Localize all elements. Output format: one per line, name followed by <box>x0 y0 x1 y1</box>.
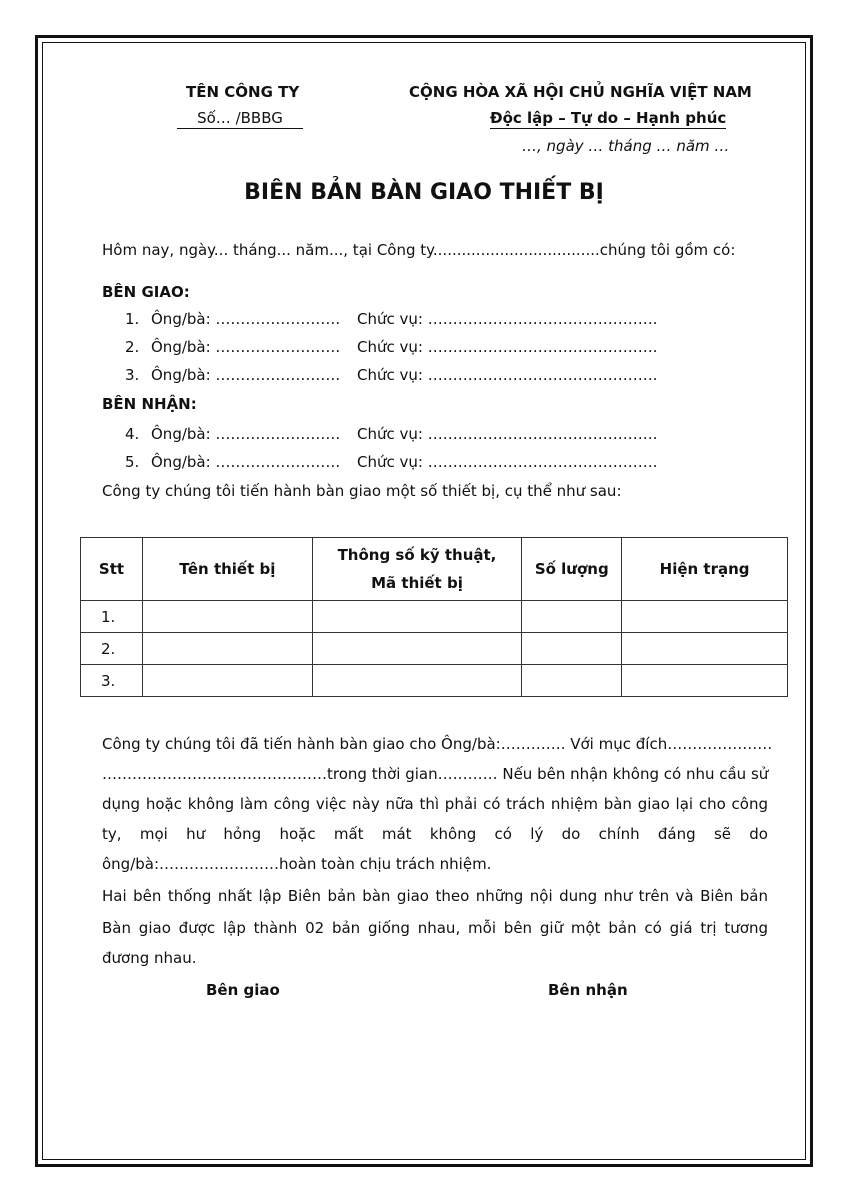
ben-giao-label: BÊN GIAO: <box>102 283 190 301</box>
cell-condition <box>622 633 788 665</box>
table-header-row <box>81 538 788 601</box>
body-line-1: Công ty chúng tôi đã tiến hành bàn giao cho Ông/bà:…………. Với mục đích………………… <box>102 735 773 753</box>
cell-specs <box>312 633 522 665</box>
header-specs <box>312 538 522 601</box>
cell-device-name <box>142 601 312 633</box>
table-row <box>81 633 788 665</box>
header-stt: Stt <box>81 538 143 601</box>
signature-giver-label: Bên giao <box>206 981 280 999</box>
header-device-name: Tên thiết bị <box>142 538 312 601</box>
signature-receiver-label: Bên nhận <box>548 981 628 999</box>
ben-nhan-label: BÊN NHẬN: <box>102 395 197 413</box>
table-row <box>81 665 788 697</box>
role-field: Chức vụ: ………………………………………. <box>357 338 658 356</box>
role-field: Chức vụ: ………………………………………. <box>357 453 658 471</box>
nation-title: CỘNG HÒA XÃ HỘI CHỦ NGHĨA VIỆT NAM <box>409 83 752 101</box>
company-name: TÊN CÔNG TY <box>186 83 300 101</box>
list-item-number: 3. <box>125 366 140 384</box>
person-field: Ông/bà: ……………………. <box>151 366 341 384</box>
document-number: Số… /BBBG <box>177 109 303 129</box>
date-line: …, ngày … tháng … năm … <box>522 137 730 155</box>
motto: Độc lập – Tự do – Hạnh phúc <box>490 109 727 127</box>
cell-condition <box>622 665 788 697</box>
cell-quantity <box>522 601 622 633</box>
cell-quantity <box>522 633 622 665</box>
role-field: Chức vụ: ………………………………………. <box>357 425 658 443</box>
body-line-3: dụng hoặc không làm công việc này nữa thì phải có trách nhiệm bàn giao lại cho công <box>102 795 768 813</box>
cell-device-name <box>142 633 312 665</box>
intro-line: Hôm nay, ngày... tháng... năm..., tại Công ty...................................chúng tôi gồm có: <box>102 241 736 259</box>
list-item-number: 5. <box>125 453 140 471</box>
list-item-number: 4. <box>125 425 140 443</box>
body-line-8: đương nhau. <box>102 949 197 967</box>
row-number: 1. <box>81 601 143 633</box>
person-field: Ông/bà: ……………………. <box>151 338 341 356</box>
header-specs-line2: Mã thiết bị <box>371 574 463 592</box>
row-number: 2. <box>81 633 143 665</box>
header-quantity: Số lượng <box>522 538 622 601</box>
role-field: Chức vụ: ………………………………………. <box>357 366 658 384</box>
cell-specs <box>312 665 522 697</box>
list-item-number: 2. <box>125 338 140 356</box>
device-table <box>80 537 788 697</box>
body-line-5: ông/bà:……………………hoàn toàn chịu trách nhiệm. <box>102 855 492 873</box>
table-row <box>81 601 788 633</box>
body-line-4: ty, mọi hư hỏng hoặc mất mát không có lý do chính đáng sẽ do <box>102 825 768 843</box>
row-number: 3. <box>81 665 143 697</box>
header-specs-line1: Thông số kỹ thuật, <box>337 546 497 564</box>
person-field: Ông/bà: ……………………. <box>151 425 341 443</box>
person-field: Ông/bà: ……………………. <box>151 453 341 471</box>
handover-intro: Công ty chúng tôi tiến hành bàn giao một số thiết bị, cụ thể như sau: <box>102 482 622 500</box>
body-line-7: Bàn giao được lập thành 02 bản giống nhau, mỗi bên giữ một bản có giá trị tương <box>102 919 768 937</box>
person-field: Ông/bà: ……………………. <box>151 310 341 328</box>
cell-device-name <box>142 665 312 697</box>
body-line-6: Hai bên thống nhất lập Biên bản bàn giao theo những nội dung như trên và Biên bản <box>102 887 768 905</box>
role-field: Chức vụ: ………………………………………. <box>357 310 658 328</box>
list-item-number: 1. <box>125 310 140 328</box>
document-title: BIÊN BẢN BÀN GIAO THIẾT BỊ <box>244 180 604 205</box>
cell-specs <box>312 601 522 633</box>
cell-condition <box>622 601 788 633</box>
header-condition: Hiện trạng <box>622 538 788 601</box>
cell-quantity <box>522 665 622 697</box>
body-line-2: ………………………………………trong thời gian………… Nếu bên nhận không có nhu cầu sử <box>102 765 769 783</box>
